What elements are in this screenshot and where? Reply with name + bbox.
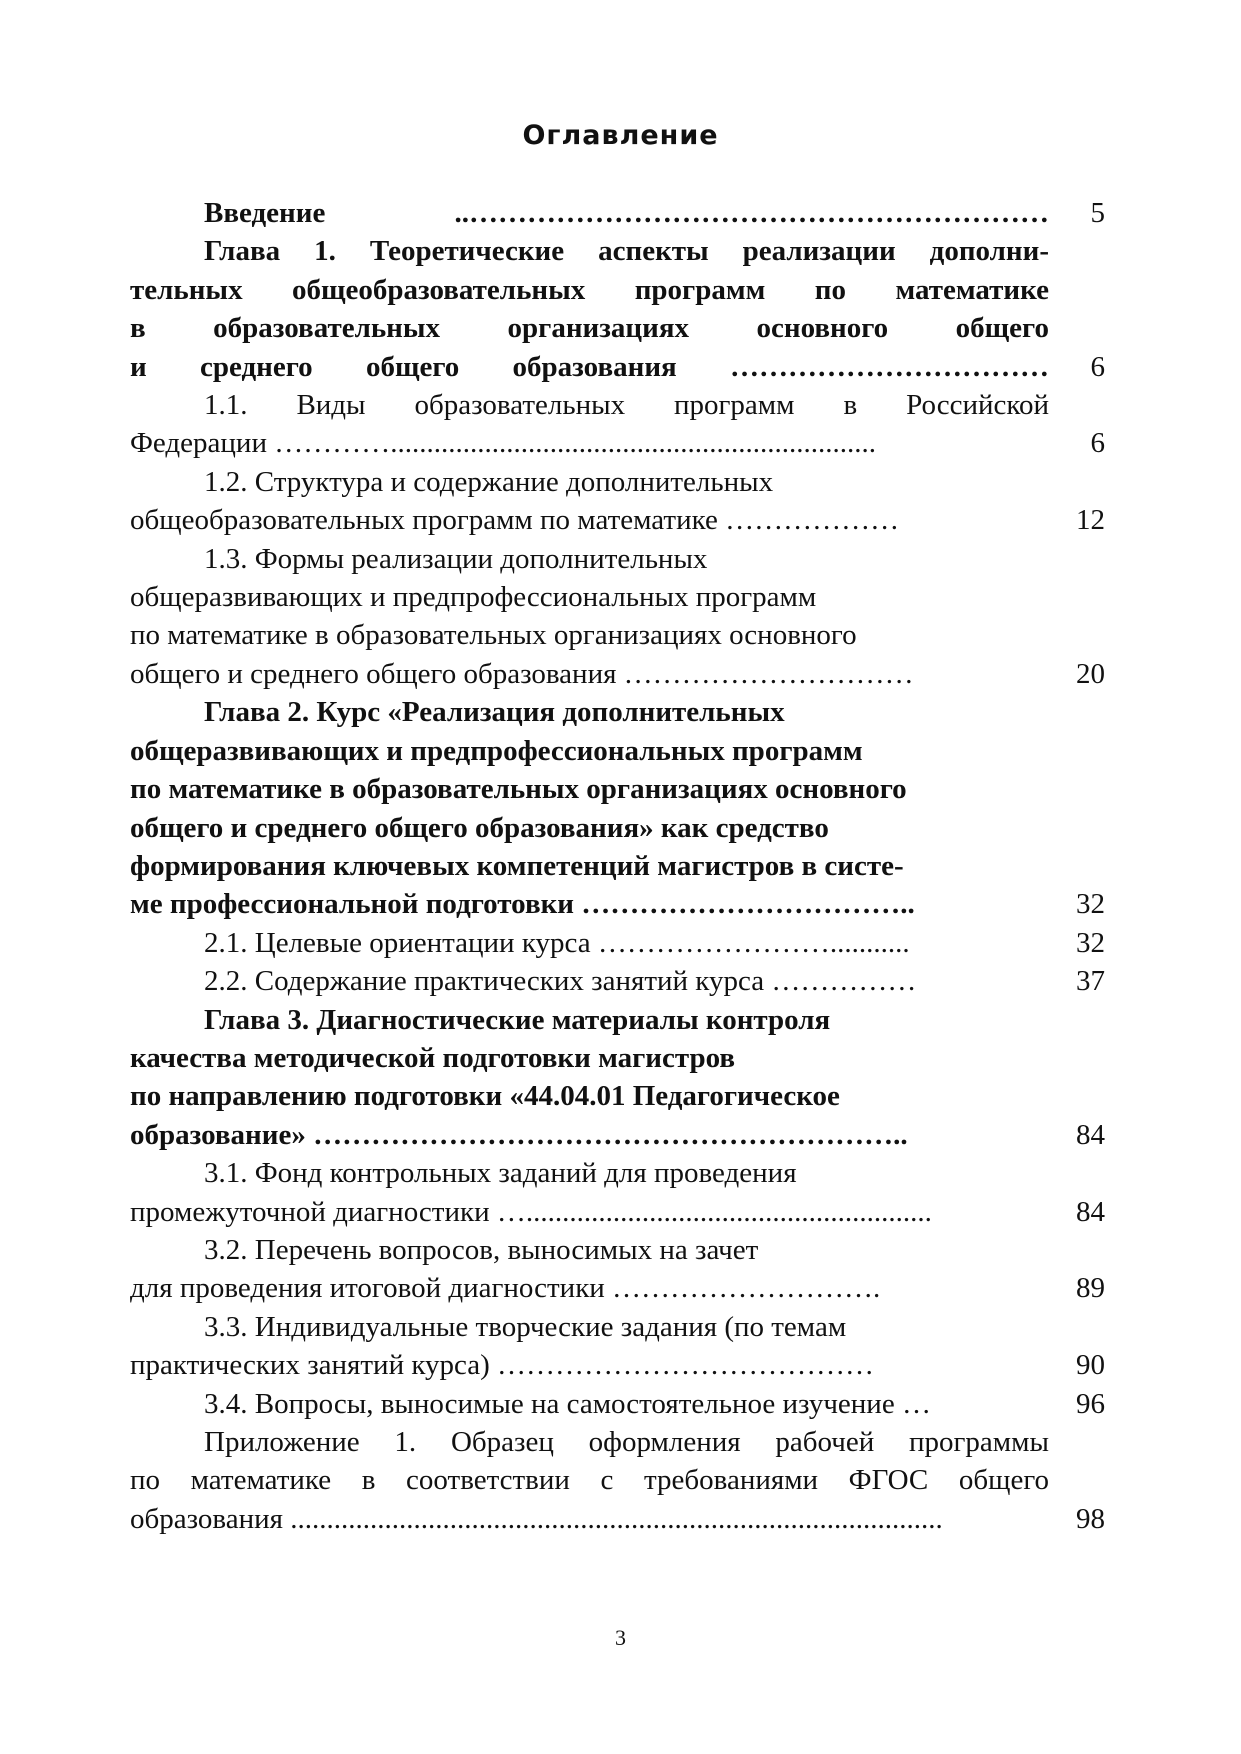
toc-entry[interactable] [130,1231,1105,1308]
toc-entry-line: Федерации …………................................................................... [130,427,876,460]
toc-entry-line: образование» …………………………………………………….. [130,1118,908,1151]
toc-entry-page: 90 [1076,1349,1105,1382]
toc-entry-line: 3.3. Индивидуальные творческие задания (по темам [204,1310,847,1343]
toc-entry-line: практических занятий курса) ………………………………… [130,1349,875,1382]
toc-entry-line: 1.3. Формы реализации дополнительных [204,542,708,575]
toc-entry-page: 6 [1090,350,1105,383]
toc-entry[interactable] [130,693,1105,923]
toc-entry-line: тельных общеобразовательных программ по математике [130,273,1049,306]
toc-entry-line: Введение ..…………………………………………………… [204,197,1049,229]
toc-entry-line: Глава 2. Курс «Реализация дополнительных [204,696,785,729]
toc-entry-page: 5 [1090,197,1105,229]
toc-entry-page: 32 [1076,888,1105,921]
toc-entry-line: Глава 3. Диагностические материалы контроля [204,1003,831,1036]
toc-entry-title [130,232,1049,386]
toc-entry-line: образования .......................................................................................... [130,1502,943,1535]
toc-entry[interactable] [130,1308,1105,1385]
table-of-contents [130,194,1105,1538]
toc-entry-line: по математике в соответствии с требованиями ФГОС общего [130,1464,1049,1497]
toc-entry-line: по направлению подготовки «44.04.01 Педагогическое [130,1080,840,1113]
toc-entry-line: ме профессиональной подготовки …………………………….. [130,888,915,921]
toc-entry-line: в образовательных организациях основного общего [130,312,1049,345]
toc-entry-line: и среднего общего образования …………………………… [130,350,1049,383]
toc-entry-line: 3.4. Вопросы, выносимые на самостоятельное изучение … [204,1387,931,1420]
toc-entry-page: 84 [1076,1118,1105,1151]
toc-entry[interactable] [130,463,1105,540]
toc-entry-line: 1.1. Виды образовательных программ в Российской [204,389,1049,422]
toc-entry-line: для проведения итоговой диагностики ………………………. [130,1272,881,1305]
toc-entry-line: общеобразовательных программ по математике ……………… [130,504,900,537]
toc-entry[interactable] [130,1423,1105,1538]
toc-entry-page: 89 [1076,1272,1105,1305]
toc-entry-line: по математике в образовательных организациях основного [130,619,857,652]
toc-entry[interactable] [130,1001,1105,1155]
toc-entry-line: общеразвивающих и предпрофессиональных программ [130,734,863,767]
page-number: 3 [615,1625,626,1650]
toc-entry-title [130,1385,1049,1423]
toc-entry-title [130,1154,1049,1231]
toc-entry-title [130,386,1049,463]
toc-entry-line: формирования ключевых компетенций магистров в систе- [130,849,904,882]
toc-entry-page: 37 [1076,965,1105,998]
toc-entry-line: 2.1. Целевые ориентации курса ……………………........... [204,926,910,959]
toc-entry-page: 32 [1076,926,1105,959]
toc-entry-title [130,194,1049,232]
toc-entry-line: 3.1. Фонд контрольных заданий для проведения [204,1157,797,1190]
toc-entry-title [130,924,1049,962]
toc-entry-line: 3.2. Перечень вопросов, выносимых на зачет [204,1233,759,1266]
toc-entry-page: 96 [1076,1387,1105,1420]
page-title: Оглавление [522,120,719,151]
toc-entry-line: промежуточной диагностики …........................................................ [130,1195,932,1228]
toc-entry-page: 98 [1076,1502,1105,1535]
toc-entry-title [130,1308,1049,1385]
toc-entry-line: 2.2. Содержание практических занятий курса …………… [204,965,917,998]
toc-entry[interactable] [130,1385,1105,1423]
toc-entry-page: 20 [1076,657,1105,690]
toc-entry-line: Глава 1. Теоретические аспекты реализации дополни- [204,235,1049,268]
toc-entry-line: 1.2. Структура и содержание дополнительных [204,465,774,498]
toc-entry[interactable] [130,1154,1105,1231]
toc-entry-page: 12 [1076,504,1105,537]
toc-entry[interactable] [130,194,1105,232]
toc-entry-line: по математике в образовательных организациях основного [130,773,907,806]
toc-entry-title [130,1423,1049,1538]
toc-entry-title [130,693,1049,923]
toc-entry[interactable] [130,232,1105,386]
toc-entry-title [130,1231,1049,1308]
toc-entry-page: 84 [1076,1195,1105,1228]
toc-entry-line: общеразвивающих и предпрофессиональных программ [130,581,817,614]
toc-entry-line: общего и среднего общего образования» как средство [130,811,829,844]
toc-entry-line: Приложение 1. Образец оформления рабочей программы [204,1426,1049,1458]
toc-entry[interactable] [130,962,1105,1000]
toc-entry-line: качества методической подготовки магистров [130,1041,736,1074]
toc-entry-page: 6 [1090,427,1105,460]
toc-entry-line: общего и среднего общего образования ………………………… [130,657,914,690]
toc-entry-title [130,962,1049,1000]
toc-entry[interactable] [130,540,1105,694]
toc-entry-title [130,1001,1049,1155]
toc-entry-title [130,463,1049,540]
toc-entry[interactable] [130,386,1105,463]
toc-entry[interactable] [130,924,1105,962]
toc-entry-title [130,540,1049,694]
